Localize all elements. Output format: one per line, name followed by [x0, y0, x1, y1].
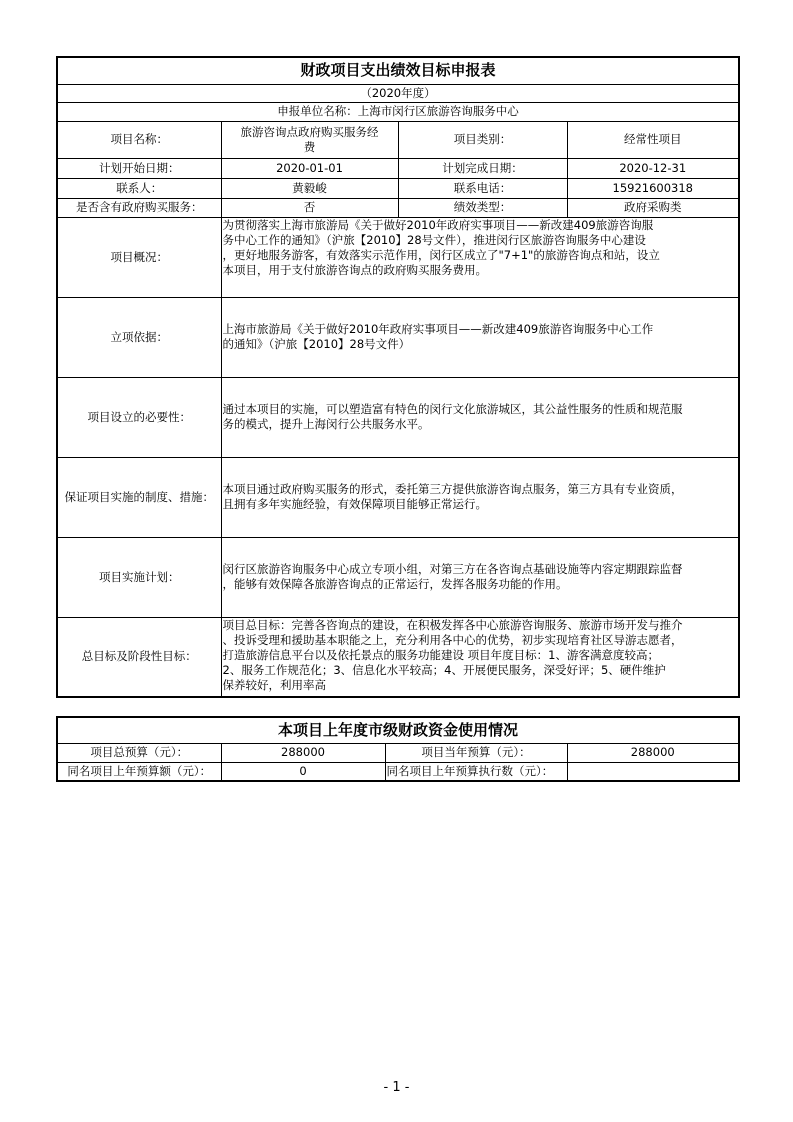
section-line: 且拥有多年实施经验，有效保障项目能够正常运行。	[222, 497, 487, 511]
contact-label: 联系人：	[57, 178, 221, 198]
section-label: 总目标及阶段性目标：	[57, 617, 221, 697]
perf-type-label: 绩效类型：	[398, 198, 567, 217]
total-budget-label: 项目总预算（元）：	[57, 743, 221, 762]
reporting-unit: 申报单位名称：上海市闵行区旅游咨询服务中心	[57, 102, 739, 121]
project-name-label: 项目名称：	[57, 121, 221, 158]
contact: 黄毅峻	[221, 178, 398, 198]
start-date-label: 计划开始日期：	[57, 158, 221, 178]
section-content	[221, 297, 739, 377]
section-line: 打造旅游信息平台以及依托景点的服务功能建设 项目年度目标：1、游客满意度较高；	[222, 647, 659, 662]
form-title: 财政项目支出绩效目标申报表	[57, 57, 739, 84]
section-line: 2、服务工作规范化；3、信息化水平较高；4、开展便民服务，深受好评；5、硬件维护	[222, 662, 666, 677]
total-budget: 288000	[221, 743, 385, 762]
performance-goal-table	[56, 56, 740, 698]
section-line: 闵行区旅游咨询服务中心成立专项小组，对第三方在各咨询点基础设施等内容定期跟踪监督	[222, 562, 683, 576]
prev-budget: 0	[221, 762, 385, 781]
project-name	[221, 121, 398, 158]
project-name-line: 费	[303, 139, 316, 154]
section-label: 项目实施计划：	[57, 537, 221, 617]
section-row	[57, 297, 739, 377]
phone: 15921600318	[567, 178, 739, 198]
section-row	[57, 217, 739, 297]
govbuy: 否	[221, 198, 398, 217]
section-label: 立项依据：	[57, 297, 221, 377]
section-line: 保养较好，利用率高	[222, 677, 326, 692]
section-label: 保证项目实施的制度、措施：	[57, 457, 221, 537]
year-budget: 288000	[567, 743, 739, 762]
section-line: 通过本项目的实施，可以塑造富有特色的闵行文化旅游城区，其公益性服务的性质和规范服	[222, 402, 683, 416]
section-line: 为贯彻落实上海市旅游局《关于做好2010年政府实事项目——新改建409旅游咨询服	[222, 217, 654, 232]
section-line: 上海市旅游局《关于做好2010年政府实事项目——新改建409旅游咨询服务中心工作	[222, 322, 654, 336]
section-line: 务的模式，提升上海闵行公共服务水平。	[222, 417, 430, 431]
section-line: ，能够有效保障各旅游咨询点的正常运行，发挥各服务功能的作用。	[222, 577, 568, 591]
perf-type: 政府采购类	[567, 198, 739, 217]
prev-exec	[567, 762, 739, 781]
funds-title: 本项目上年度市级财政资金使用情况	[57, 717, 739, 743]
section-line: ，更好地服务游客，有效落实示范作用，闵行区成立了"7+1"的旅游咨询点和站，设立	[222, 247, 660, 262]
prev-budget-label: 同名项目上年预算额（元）：	[57, 762, 221, 781]
section-content	[221, 617, 739, 697]
phone-label: 联系电话：	[398, 178, 567, 198]
section-row	[57, 537, 739, 617]
section-label: 项目设立的必要性：	[57, 377, 221, 457]
section-content	[221, 217, 739, 297]
page-number: - 1 -	[383, 1080, 410, 1095]
section-line: 的通知》（沪旅【2010】28号文件）	[222, 337, 411, 351]
section-content	[221, 457, 739, 537]
prev-exec-label: 同名项目上年预算执行数（元）：	[385, 762, 567, 781]
project-type: 经常性项目	[567, 121, 739, 158]
end-date-label: 计划完成日期：	[398, 158, 567, 178]
section-line: 本项目通过政府购买服务的形式，委托第三方提供旅游咨询点服务，第三方具有专业资质，	[222, 482, 683, 496]
section-line: 项目总目标：完善各咨询点的建设，在积极发挥各中心旅游咨询服务、旅游市场开发与推介	[222, 617, 683, 632]
section-line: 、投诉受理和援助基本职能之上，充分利用各中心的优势，初步实现培育社区导游志愿者，	[222, 632, 683, 647]
section-row	[57, 457, 739, 537]
start-date: 2020-01-01	[221, 158, 398, 178]
form-year: （2020年度）	[57, 84, 739, 102]
funds-table	[56, 716, 740, 782]
section-row	[57, 617, 739, 697]
section-line: 务中心工作的通知》（沪旅【2010】28号文件），推进闵行区旅游咨询服务中心建设	[222, 232, 646, 247]
govbuy-label: 是否含有政府购买服务：	[57, 198, 221, 217]
section-label: 项目概况：	[57, 217, 221, 297]
section-row	[57, 377, 739, 457]
project-type-label: 项目类别：	[398, 121, 567, 158]
section-line: 本项目，用于支付旅游咨询点的政府购买服务费用。	[222, 262, 487, 277]
year-budget-label: 项目当年预算（元）：	[385, 743, 567, 762]
section-content	[221, 377, 739, 457]
section-content	[221, 537, 739, 617]
end-date: 2020-12-31	[567, 158, 739, 178]
project-name-line: 旅游咨询点政府购买服务经	[240, 124, 379, 139]
